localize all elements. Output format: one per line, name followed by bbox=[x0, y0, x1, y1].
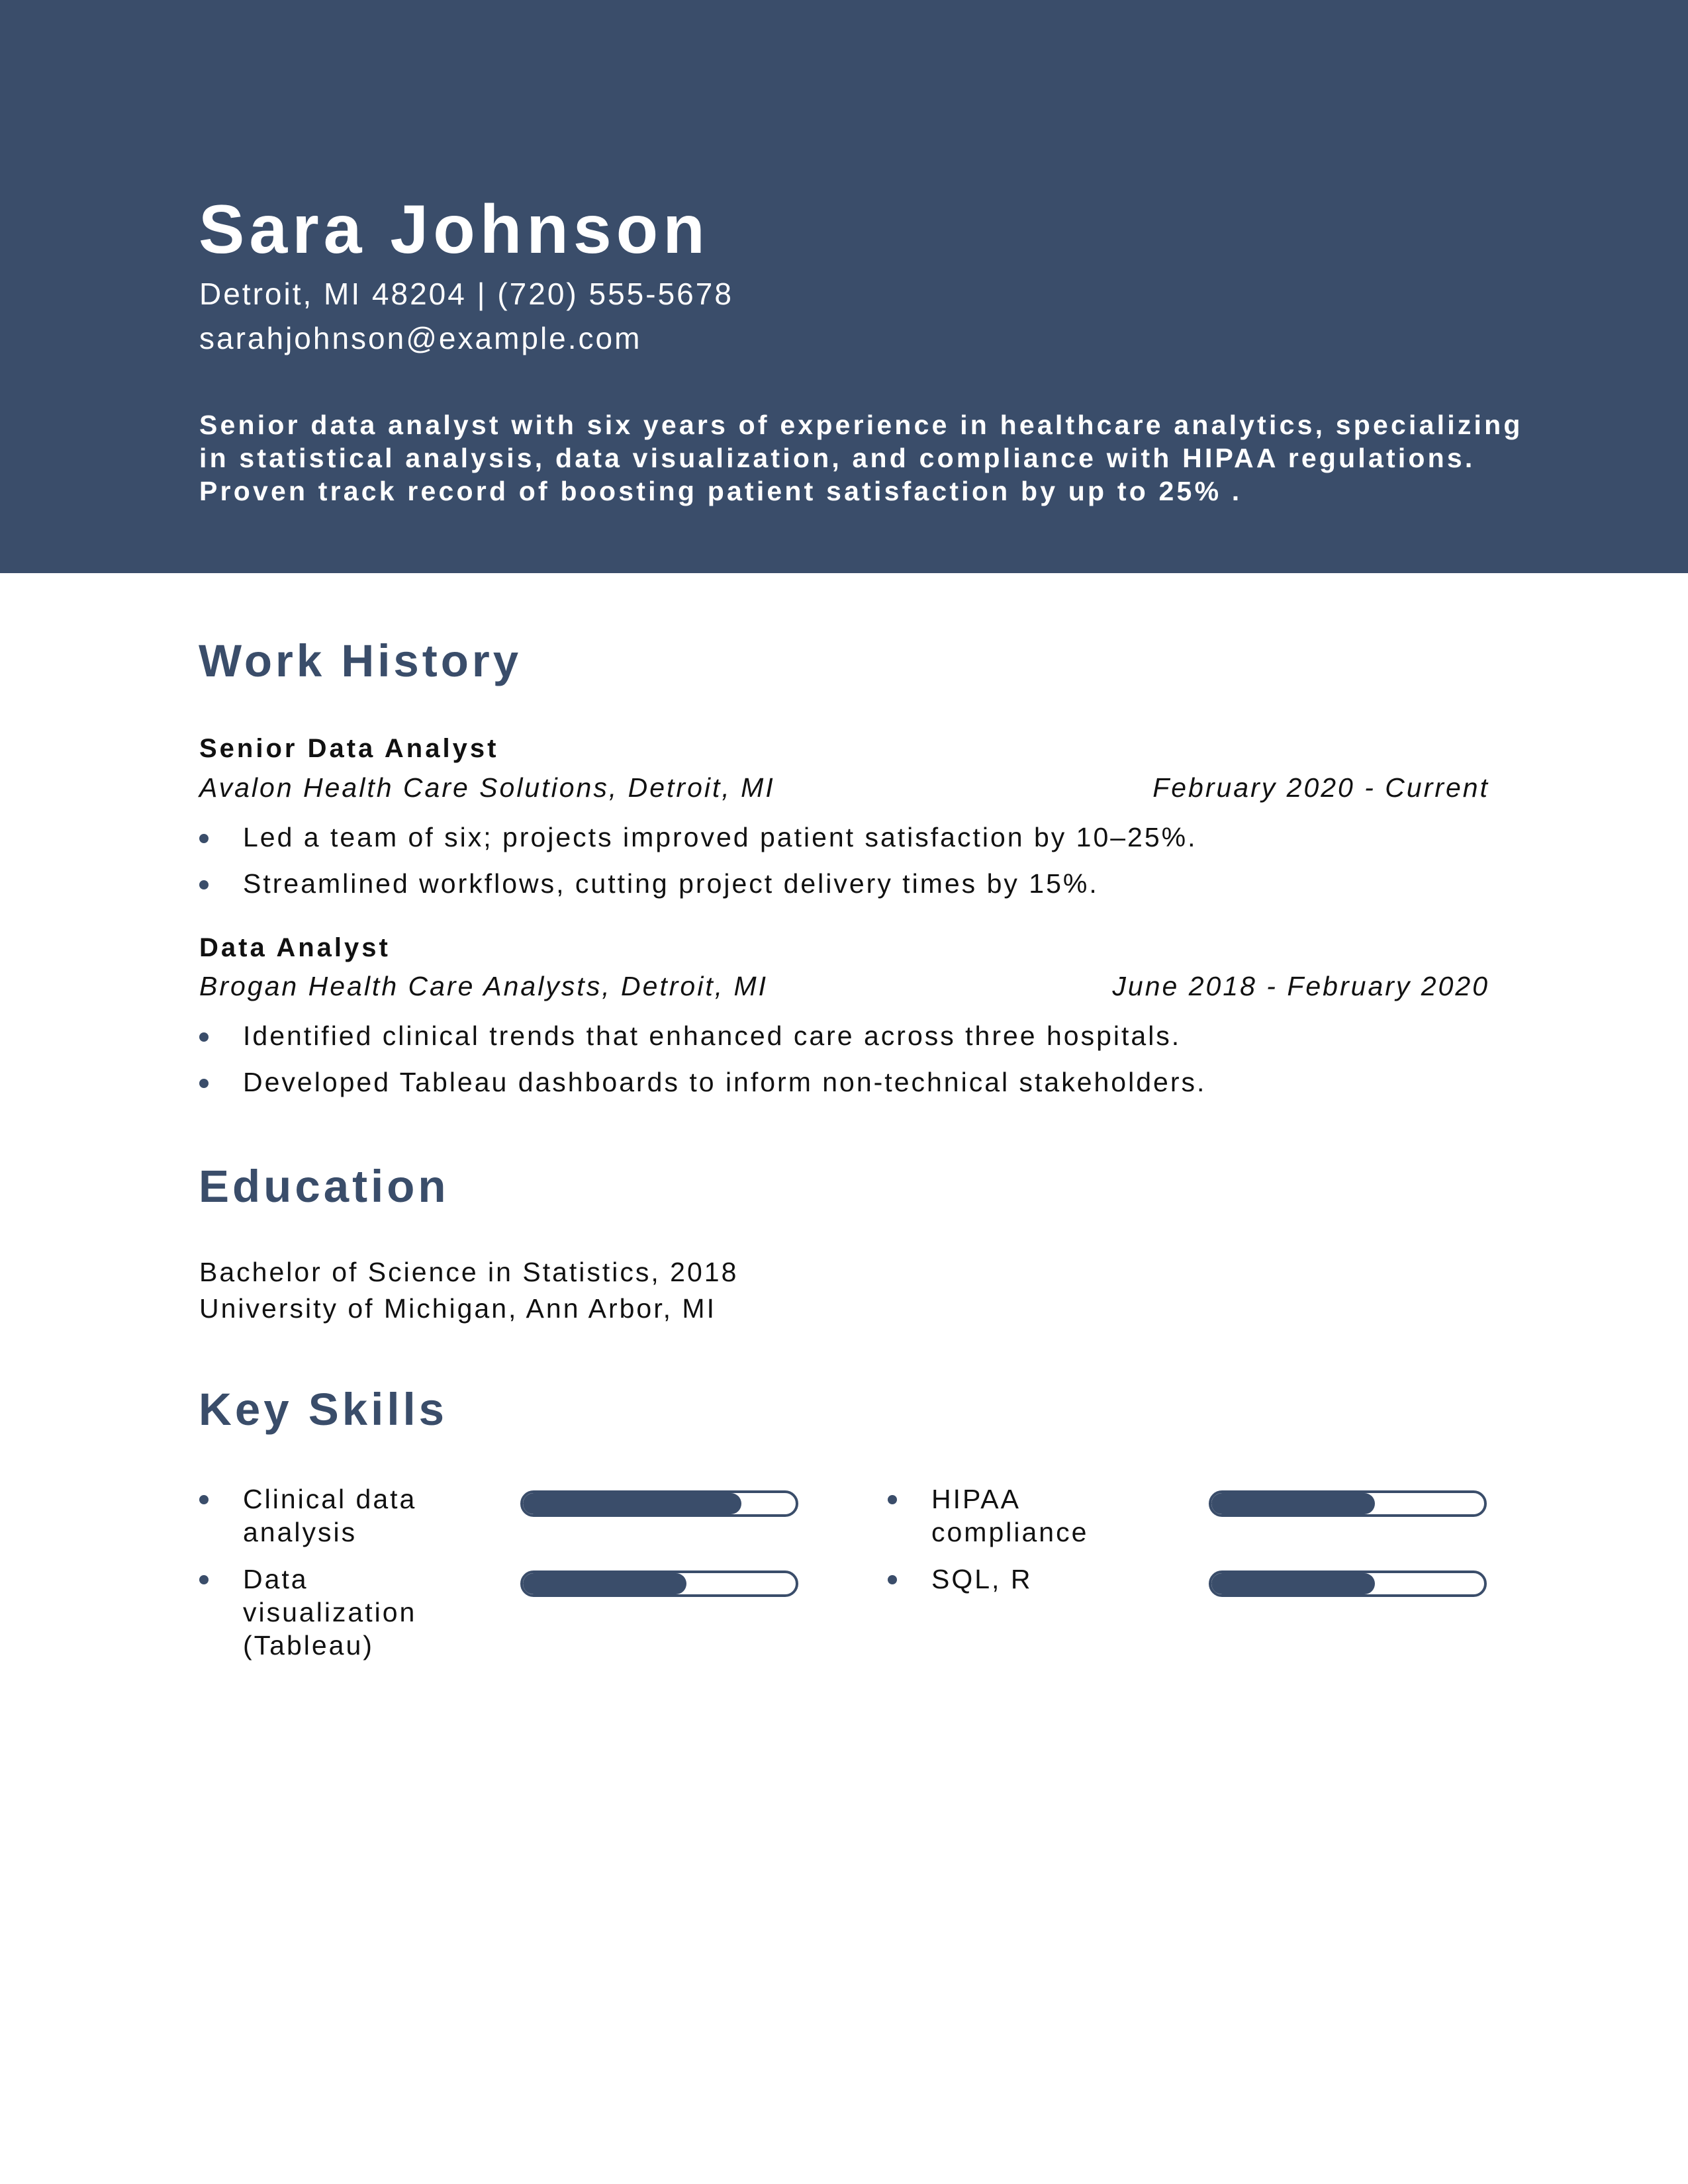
bullet-dot-icon bbox=[199, 834, 209, 843]
bullet-dot-icon bbox=[199, 1079, 209, 1088]
bullet-dot-icon bbox=[199, 1575, 209, 1584]
skill-item bbox=[199, 1563, 828, 1668]
key-skills-heading: Key Skills bbox=[199, 1384, 448, 1435]
candidate-name: Sara Johnson bbox=[199, 191, 710, 268]
email-address: sarahjohnson@example.com bbox=[199, 321, 642, 355]
job-dates: February 2020 - Current bbox=[1152, 772, 1489, 803]
bullet-dot-icon bbox=[199, 1495, 209, 1504]
skill-label: HIPAA compliance bbox=[931, 1484, 1089, 1547]
education-degree: Bachelor of Science in Statistics, 2018 bbox=[199, 1257, 739, 1287]
skill-label: Clinical data analysis bbox=[243, 1484, 417, 1547]
skill-level-fill bbox=[1211, 1573, 1375, 1594]
header-band bbox=[0, 0, 1688, 573]
job-title: Senior Data Analyst bbox=[199, 734, 499, 763]
education-heading: Education bbox=[199, 1161, 449, 1212]
skill-level-bar bbox=[520, 1570, 798, 1597]
skill-level-bar bbox=[1209, 1490, 1487, 1517]
job-title: Data Analyst bbox=[199, 933, 391, 962]
skill-item bbox=[888, 1563, 1517, 1668]
job-dates: June 2018 - February 2020 bbox=[1112, 971, 1489, 1001]
job-bullet-text: Developed Tableau dashboards to inform non-technical stakeholders. bbox=[243, 1067, 1207, 1097]
bullet-dot-icon bbox=[199, 1032, 209, 1042]
job-company: Avalon Health Care Solutions, Detroit, MI bbox=[199, 772, 775, 803]
skill-label: Data visualization (Tableau) bbox=[243, 1564, 417, 1661]
bullet-dot-icon bbox=[888, 1495, 897, 1504]
skill-level-bar bbox=[520, 1490, 798, 1517]
skill-level-fill bbox=[523, 1493, 741, 1514]
skill-level-fill bbox=[1211, 1493, 1375, 1514]
job-company: Brogan Health Care Analysts, Detroit, MI bbox=[199, 971, 769, 1001]
location-phone: Detroit, MI 48204 | (720) 555-5678 bbox=[199, 277, 733, 311]
skill-label: SQL, R bbox=[931, 1564, 1033, 1594]
professional-summary: Senior data analyst with six years of experience in healthcare analytics, specializing in statistical analysis, data visualization, and compliance with HIPAA regulations. Proven track record of boosting patient satisfaction by up to 25% . bbox=[199, 410, 1523, 506]
bullet-dot-icon bbox=[888, 1575, 897, 1584]
job-bullet-text: Identified clinical trends that enhanced care across three hospitals. bbox=[243, 1021, 1182, 1051]
skill-level-bar bbox=[1209, 1570, 1487, 1597]
skill-level-fill bbox=[523, 1573, 686, 1594]
work-history-heading: Work History bbox=[199, 635, 522, 686]
education-school: University of Michigan, Ann Arbor, MI bbox=[199, 1293, 716, 1324]
bullet-dot-icon bbox=[199, 880, 209, 889]
job-bullet-text: Led a team of six; projects improved patient satisfaction by 10–25%. bbox=[243, 822, 1197, 852]
job-bullet-text: Streamlined workflows, cutting project delivery times by 15%. bbox=[243, 868, 1099, 899]
